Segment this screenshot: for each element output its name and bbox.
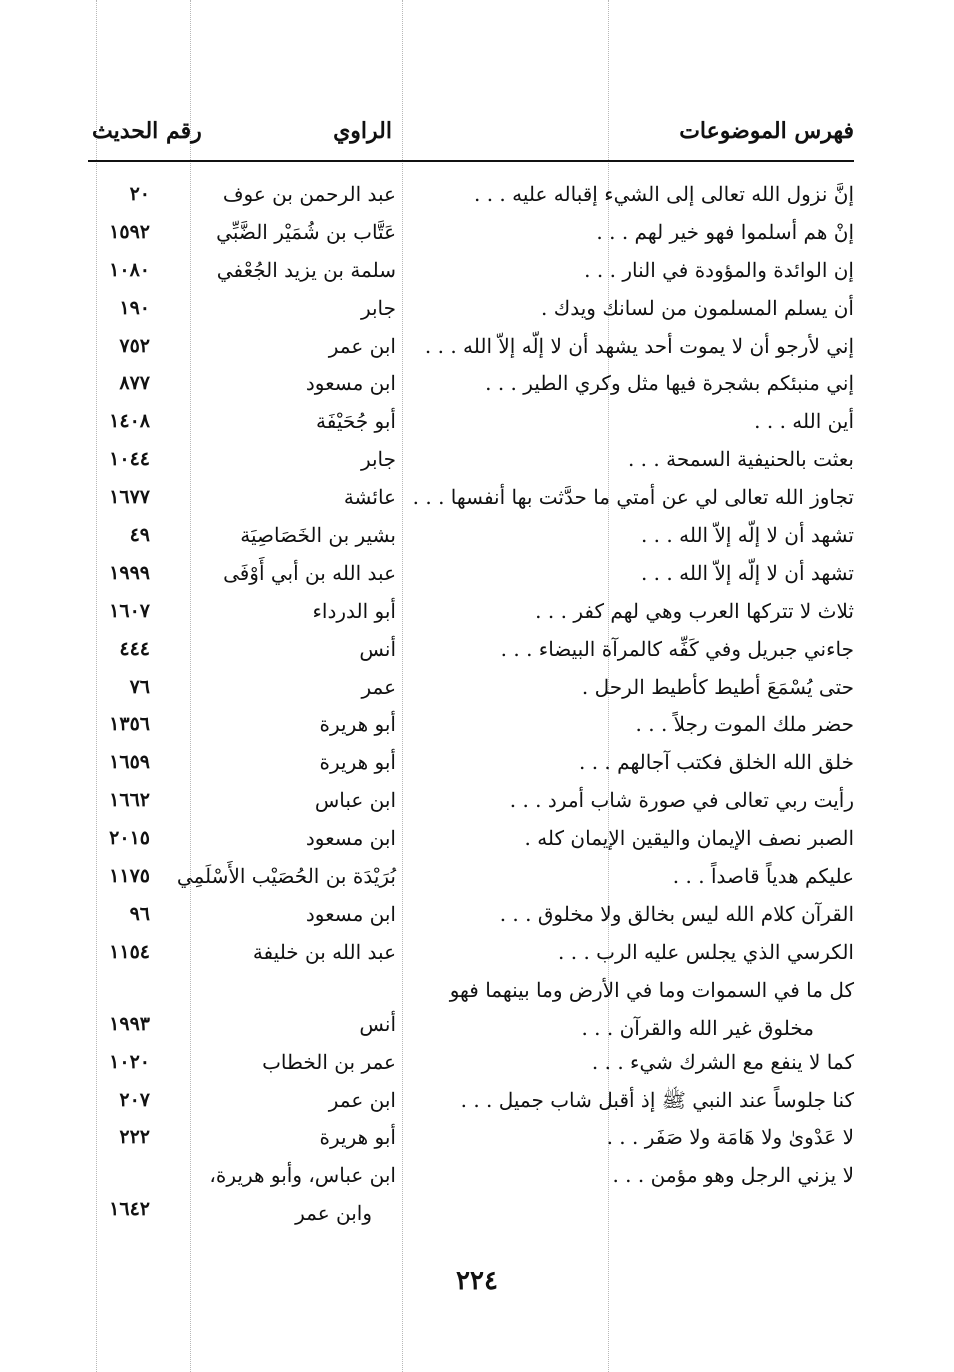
hadith-number-cell: ١٥٩٢ [109,220,150,243]
narrator-cell: جابر [360,447,396,472]
hadith-number-cell: ١٦٤٢ [109,1198,150,1221]
narrator-line-2: وابن عمر [295,1201,372,1226]
table-row [88,1119,854,1157]
hadith-number-cell: ١٩٩٩ [109,561,150,584]
topic-line-2: مخلوق غير الله والقرآن . . . [581,1015,814,1040]
table-row [88,593,854,631]
header-rule [88,160,854,162]
topic-cell: إني لأرجو أن لا يموت أحد يشهد أن لا إلّه إلاّ الله . . . [424,333,854,358]
topic-cell: الكرسي الذي يجلس عليه الرب . . . [558,939,854,964]
hadith-number-cell: ١٠٨٠ [109,258,150,281]
narrator-cell: أبو هريرة [319,712,396,737]
hadith-number-cell: ١٤٠٨ [109,410,150,433]
topic-cell: إنْ هم أسلموا فهو خير لهم . . . [596,219,854,244]
narrator-cell: عائشة [343,485,396,510]
hadith-number-cell: ٢٠ [129,183,150,205]
table-row [88,1044,854,1082]
narrator-cell: ابن عمر [328,1087,396,1112]
hadith-number-cell: ٤٩ [129,524,150,547]
hadith-number-cell: ٧٥٢ [119,334,150,357]
topic-line-1: كل ما في السموات وما في الأرض وما بينهما فهو [449,977,854,1002]
hadith-number-cell: ١٣٥٦ [109,713,150,736]
topic-cell [414,972,854,1048]
topics-column-header: فهرس الموضوعات [679,118,854,144]
hadith-number-cell: ١٩٠ [119,296,150,319]
topic-cell: جاءني جبريل وفي كَفِّه كالمرآة البيضاء . . . [500,636,854,661]
hadith-number-column-header: رقم الحديث [92,118,202,144]
narrator-cell: أنس [359,636,396,661]
topic-cell: حتى يُسْمَعَ أطيط كأطيط الرحل . [581,674,854,699]
table-row [88,328,854,366]
hadith-number-cell: ١٠٤٤ [109,448,150,471]
topic-cell: خلق الله الخلق فكتب آجالهم . . . [578,750,854,775]
topic-cell: بعثت بالحنيفية السمحة . . . [627,447,854,472]
hadith-number-cell: ١١٧٥ [109,865,150,888]
table-row [88,214,854,252]
table-row [88,365,854,403]
topic-cell: لا عَدْوىٰ ولا هَامَة ولا صَفَر . . . [606,1125,854,1150]
narrator-cell: أبو الدرداء [312,598,396,623]
narrator-cell: أنس [359,1011,396,1036]
table-row [88,252,854,290]
narrator-cell: ابن مسعود [305,371,396,396]
topic-cell: القرآن كلام الله ليس بخالق ولا مخلوق . . . [499,901,854,926]
hadith-number-cell: ١٦٦٢ [109,789,150,812]
table-header [88,118,854,158]
table-row [88,631,854,669]
topic-cell: تشهد أن لا إلّه إلاّ الله . . . [640,560,854,585]
hadith-number-cell: ٢٠٧ [119,1088,150,1111]
narrator-cell: سلمة بن يزيد الجُعْفي [216,257,396,282]
hadith-number-cell: ٧٦ [129,675,150,698]
hadith-number-cell: ١٩٩٣ [109,1012,150,1035]
topic-cell: أن يسلم المسلمون من لسانك ويدك . [541,295,854,320]
topic-cell: كنا جلوساً عند النبي ﷺ إذ أقبل شاب جميل . . . [460,1087,854,1112]
narrator-column-header: الراوي [333,118,392,144]
hadith-number-cell: ٤٤٤ [119,637,150,660]
table-row [88,479,854,517]
topic-cell: تشهد أن لا إلّه إلاّ الله . . . [640,523,854,548]
hadith-number-cell: ١١٥٤ [109,940,150,963]
table-row [88,934,854,972]
narrator-cell: ابن مسعود [305,826,396,851]
topic-cell: رأيت ربي تعالى في صورة شاب أمرد . . . [509,788,854,813]
topic-cell: إني منبئكم بشجرة فيها مثل وكري الطير . . . [485,371,854,396]
table-row [88,441,854,479]
narrator-cell: ابن مسعود [305,901,396,926]
topic-cell: إنَّ نزول الله تعالى إلى الشيء إقباله عليه . . . [473,182,854,206]
hadith-number-cell: ١٦٧٧ [109,486,150,509]
narrator-cell: عَتَّاب بن شُمَيْر الضَّبِّي [216,219,396,244]
topic-cell: الصبر نصف الإيمان واليقين الإيمان كله . [524,826,854,851]
topic-cell: عليكم هدياً قاصداً . . . [672,864,854,889]
narrator-cell: ابن عمر [328,333,396,358]
narrator-cell: عمر [361,674,396,699]
topic-cell: حضر ملك الموت رجلاً . . . [635,712,854,737]
table-row [88,555,854,593]
table-row [88,744,854,782]
table-row [88,1157,854,1229]
topic-cell: لا يزني الرجل وهو مؤمن . . . [612,1163,854,1188]
narrator-cell: عبد الرحمن بن عوف [222,182,396,206]
narrator-cell: أبو هريرة [319,1125,396,1150]
narrator-cell: عمر بن الخطاب [262,1049,396,1074]
table-row [88,858,854,896]
hadith-number-cell: ١٠٢٠ [109,1050,150,1073]
table-row [88,403,854,441]
narrator-cell: عبد الله بن خليفة [252,939,396,964]
narrator-cell: عبد الله بن أبي أَوْفَى [223,560,396,585]
hadith-number-cell: ١٦٥٩ [109,751,150,774]
narrator-cell: بشير بن الخَصَاصِيَة [240,523,396,548]
table-row [88,1082,854,1120]
topic-cell: إن الوائدة والمؤودة في النار . . . [584,257,854,282]
table-row [88,517,854,555]
narrator-line-1: ابن عباس، وأبو هريرة، [209,1163,396,1188]
index-table [88,176,854,1229]
page-number: ٢٢٤ [456,1266,498,1296]
topic-cell: أين الله . . . [754,409,854,434]
hadith-number-cell: ٩٦ [129,902,150,925]
table-row [88,972,854,1044]
table-row [88,706,854,744]
table-row [88,290,854,328]
narrator-cell: أبو هريرة [319,750,396,775]
table-row [88,669,854,707]
hadith-number-cell: ٢٢٢ [119,1126,150,1149]
narrator-cell: جابر [360,295,396,320]
topic-cell: تجاوز الله تعالى لي عن أمتي ما حدَّثت بها أنفسها . . . [412,485,854,510]
table-row [88,896,854,934]
hadith-number-cell: ٨٧٧ [119,372,150,395]
hadith-number-cell: ١٦٠٧ [109,599,150,622]
narrator-cell: بُرَيْدَة بن الحُصَيْب الأَسْلَمِي [176,864,396,889]
table-row [88,176,854,214]
topic-cell: ثلاث لا تتركها العرب وهي لهم كفر . . . [535,598,854,623]
table-row [88,820,854,858]
topic-cell: كما لا ينفع مع الشرك شيء . . . [591,1049,854,1074]
hadith-number-cell: ٢٠١٥ [109,827,150,850]
narrator-cell: أبو جُحَيْفَة [316,409,396,434]
table-row [88,782,854,820]
narrator-cell [166,1157,396,1233]
narrator-cell: ابن عباس [314,788,396,813]
